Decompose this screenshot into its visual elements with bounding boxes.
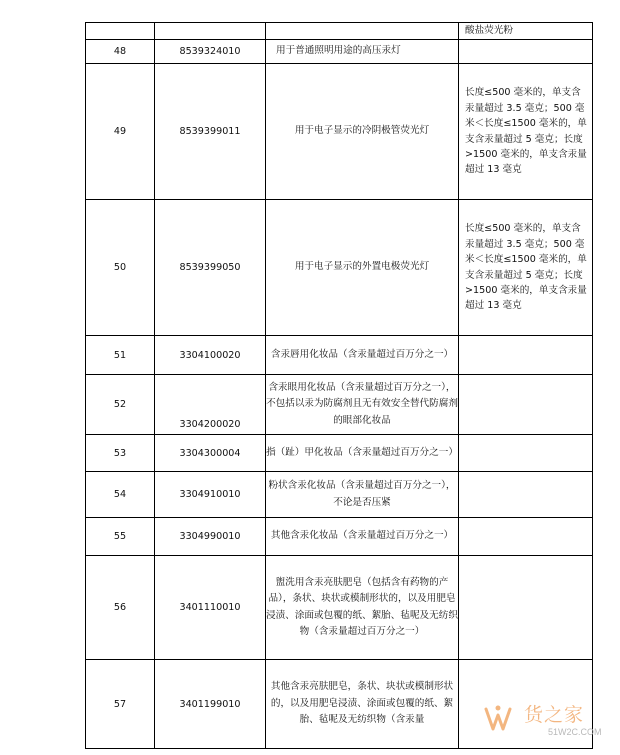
- description-cell: 其他含汞亮肤肥皂，条状、块状或模制形状的，以及用肥皂浸渍、涂面或包覆的纸、絮胎、毡呢及无纺织物（含汞量: [266, 660, 459, 749]
- limit-cell: [459, 472, 593, 518]
- row-number-cell: 50: [86, 200, 155, 336]
- row-number-cell: 49: [86, 64, 155, 200]
- row-number-cell: [86, 23, 155, 40]
- table-row: [86, 375, 593, 435]
- watermark: [482, 697, 612, 747]
- watermark-brand-text: 货之家: [524, 704, 585, 726]
- mercury-products-table: [85, 22, 593, 749]
- description-cell: 用于电子显示的外置电极荧光灯: [266, 200, 459, 336]
- row-number-cell: 51: [86, 336, 155, 375]
- watermark-url-text: 51W2C.COM: [548, 727, 602, 737]
- table-row: [86, 518, 593, 556]
- row-number-cell: 57: [86, 660, 155, 749]
- description-cell: 指（趾）甲化妆品（含汞量超过百万分之一）: [266, 435, 459, 472]
- hs-code-cell: 3304100020: [155, 336, 266, 375]
- limit-cell: [459, 518, 593, 556]
- hs-code-cell: 3304910010: [155, 472, 266, 518]
- description-cell: 其他含汞化妆品（含汞量超过百万分之一）: [266, 518, 459, 556]
- limit-cell: 长度≤500 毫米的，单支含汞量超过 3.5 毫克；500 毫米＜长度≤1500 毫米的，单支含汞量超过 5 毫克；长度>1500 毫米的，单支含汞量超过 13 毫克: [459, 64, 593, 200]
- table-row: [86, 336, 593, 375]
- row-number-cell: 53: [86, 435, 155, 472]
- table-row: [86, 200, 593, 336]
- hs-code-cell: 8539399050: [155, 200, 266, 336]
- limit-cell: [459, 40, 593, 64]
- table-row: [86, 23, 593, 40]
- hs-code-cell: 3304990010: [155, 518, 266, 556]
- hs-code-cell: 3304300004: [155, 435, 266, 472]
- row-number-cell: 54: [86, 472, 155, 518]
- row-number-cell: 52: [86, 375, 155, 435]
- limit-cell: 长度≤500 毫米的，单支含汞量超过 3.5 毫克；500 毫米＜长度≤1500 毫米的，单支含汞量超过 5 毫克；长度>1500 毫米的，单支含汞量超过 13 毫克: [459, 200, 593, 336]
- hs-code-cell: [155, 23, 266, 40]
- limit-cell: 酸盐荧光粉: [459, 23, 593, 40]
- table-row: [86, 435, 593, 472]
- description-cell: 粉状含汞化妆品（含汞量超过百万分之一），不论是否压紧: [266, 472, 459, 518]
- table-row: [86, 556, 593, 660]
- hs-code-cell: 8539324010: [155, 40, 266, 64]
- row-number-cell: 55: [86, 518, 155, 556]
- table-row: [86, 472, 593, 518]
- description-cell: 含汞眼用化妆品（含汞量超过百万分之一），不包括以汞为防腐剂且无有效安全替代防腐剂的眼部化妆品: [266, 375, 459, 435]
- brand-logo-icon: [484, 703, 512, 733]
- table-row: [86, 40, 593, 64]
- description-cell: 用于普通照明用途的高压汞灯: [266, 40, 459, 64]
- limit-cell: [459, 375, 593, 435]
- limit-cell: [459, 556, 593, 660]
- row-number-cell: 56: [86, 556, 155, 660]
- hs-code-cell: 3401199010: [155, 660, 266, 749]
- table-row: [86, 64, 593, 200]
- description-cell: 用于电子显示的冷阴极管荧光灯: [266, 64, 459, 200]
- description-cell: [266, 23, 459, 40]
- limit-cell: [459, 336, 593, 375]
- hs-code-cell: 3304200020: [155, 375, 266, 435]
- hs-code-cell: 3401110010: [155, 556, 266, 660]
- limit-cell: [459, 435, 593, 472]
- hs-code-cell: 8539399011: [155, 64, 266, 200]
- description-cell: 盥洗用含汞亮肤肥皂（包括含有药物的产品），条状、块状或模制形状的，以及用肥皂浸渍、涂面或包覆的纸、絮胎、毡呢及无纺织物（含汞量超过百万分之一）: [266, 556, 459, 660]
- row-number-cell: 48: [86, 40, 155, 64]
- description-cell: 含汞唇用化妆品（含汞量超过百万分之一）: [266, 336, 459, 375]
